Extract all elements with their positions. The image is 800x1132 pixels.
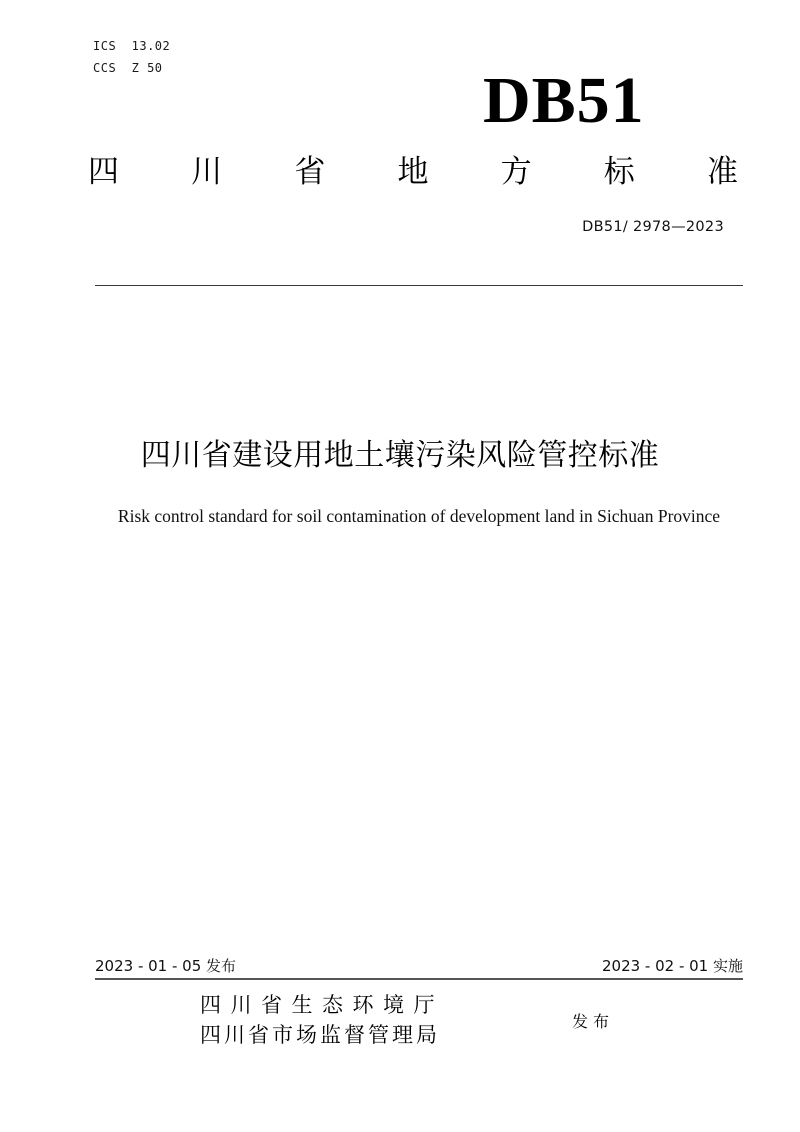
implementation-date: 2023 - 02 - 01 实施 [601,957,743,975]
issuer-market-regulation-admin: 四川省市场监督管理局 [200,1023,440,1047]
issued-label: 发布 [572,1012,615,1031]
ics-code: ICS 13.02 [93,39,171,53]
footer-divider [95,978,743,980]
standard-type-char: 四 [88,154,119,190]
standard-type-char: 省 [294,154,326,190]
document-title-chinese: 四川省建设用地土壤污染风险管控标准 [140,438,660,473]
document-title-english: Risk control standard for soil contamination of development land in Sichuan Province [117,506,721,526]
standard-type-char: 准 [706,154,738,190]
standard-type-char: 地 [397,154,429,190]
standard-type-heading [88,152,738,192]
ccs-code: CCS Z 50 [93,61,163,75]
header-divider [95,285,743,286]
db51-logo: DB51 [483,64,645,137]
standard-type-char: 标 [603,154,635,190]
standard-type-char: 川 [191,154,223,190]
standard-type-char: 方 [500,154,532,190]
standard-number: DB51/ 2978—2023 [582,219,724,235]
issue-date: 2023 - 01 - 05 发布 [95,957,237,975]
issuer-ecology-environment-dept: 四川省生态环境厅 [200,993,444,1017]
